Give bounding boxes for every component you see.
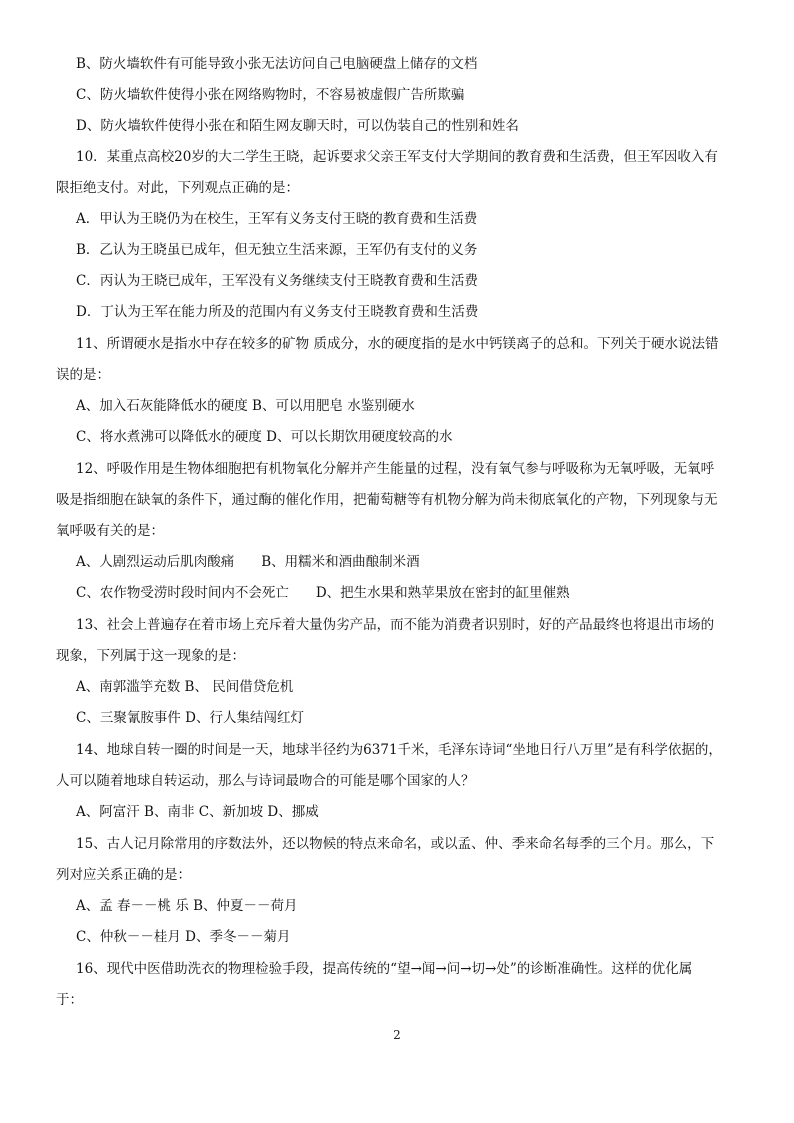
option-line: A、人剧烈运动后肌肉酸痛 B、用糯米和酒曲酿制米酒 (76, 554, 420, 570)
text-line: 误的是： (56, 367, 110, 383)
text-line: C、防火墙软件使得小张在网络购物时，不容易被虚假广告所欺骗 (76, 87, 465, 103)
question-10: 10．某重点高校20岁的大二学生王晓，起诉要求父亲王军支付大学期间的教育费和生活费，但王军因收入有 (76, 149, 718, 165)
option-line: C、农作物受涝时段时间内不会死亡 D、把生水果和熟苹果放在密封的缸里催熟 (76, 585, 570, 601)
question-14: 14、地球自转一圈的时间是一天，地球半径约为6371千米，毛泽东诗词“坐地日行八万里”是有科学依据的， (76, 742, 722, 758)
option-line: A、加入石灰能降低水的硬度 B、可以用肥皂 水鉴别硬水 (76, 398, 415, 414)
question-15: 15、古人记月除常用的序数法外，还以物候的特点来命名，或以孟、仲、季来命名每季的三个月。那么，下 (76, 836, 715, 852)
text-line: 人可以随着地球自转运动，那么与诗词最吻合的可能是哪个国家的人？ (56, 773, 475, 789)
option-line: C、三聚氰胺事件 D、行人集结闯红灯 (76, 710, 304, 726)
option-line: C、将水煮沸可以降低水的硬度 D、可以长期饮用硬度较高的水 (76, 429, 453, 445)
text-line: B、防火墙软件有可能导致小张无法访问自己电脑硬盘上储存的文档 (76, 56, 478, 72)
option-line: D．丁认为王军在能力所及的范围内有义务支付王晓教育费和生活费 (76, 304, 479, 320)
option-line: B．乙认为王晓虽已成年，但无独立生活来源，王军仍有支付的义务 (76, 242, 478, 258)
text-line: 吸是指细胞在缺氧的条件下，通过酶的催化作用，把葡萄糖等有机物分解为尚未彻底氧化的产物，下列现象与无 (56, 492, 718, 508)
option-line: A．甲认为王晓仍为在校生，王军有义务支付王晓的教育费和生活费 (76, 211, 478, 227)
question-13: 13、社会上普遍存在着市场上充斥着大量伪劣产品，而不能为消费者识别时，好的产品最终也将退出市场的 (76, 617, 715, 633)
option-line: A、南郭滥竽充数 B、 民间借贷危机 (76, 679, 294, 695)
text-line: 于： (56, 992, 83, 1008)
page-number: 2 (393, 1028, 401, 1042)
question-12: 12、呼吸作用是生物体细胞把有机物氧化分解并产生能量的过程，没有氧气参与呼吸称为无氧呼吸，无氧呼 (76, 461, 715, 477)
text-line: 限拒绝支付。对此，下列观点正确的是： (56, 180, 299, 196)
option-line: A、阿富汗 B、南非 C、新加坡 D、挪威 (76, 804, 319, 820)
text-line: 现象，下列属于这一现象的是： (56, 648, 245, 664)
option-line: C、仲秋－－桂月 D、季冬－－菊月 (76, 929, 291, 945)
question-16: 16、现代中医借助洗衣的物理检验手段，提高传统的“望→闻→问→切→处”的诊断准确性。这样的优化属 (76, 961, 693, 977)
text-line: D、防火墙软件使得小张在和陌生网友聊天时，可以伪装自己的性别和姓名 (76, 118, 519, 134)
question-11: 11、所谓硬水是指水中存在较多的矿物 质成分，水的硬度指的是水中钙镁离子的总和。下列关于硬水说法错 (76, 336, 719, 352)
text-line: 氧呼吸有关的是： (56, 523, 164, 539)
text-line: 列对应关系正确的是： (56, 867, 191, 883)
option-line: A、孟 春－－桃 乐 B、仲夏－－荷月 (76, 898, 298, 914)
option-line: C．丙认为王晓已成年，王军没有义务继续支付王晓教育费和生活费 (76, 273, 478, 289)
